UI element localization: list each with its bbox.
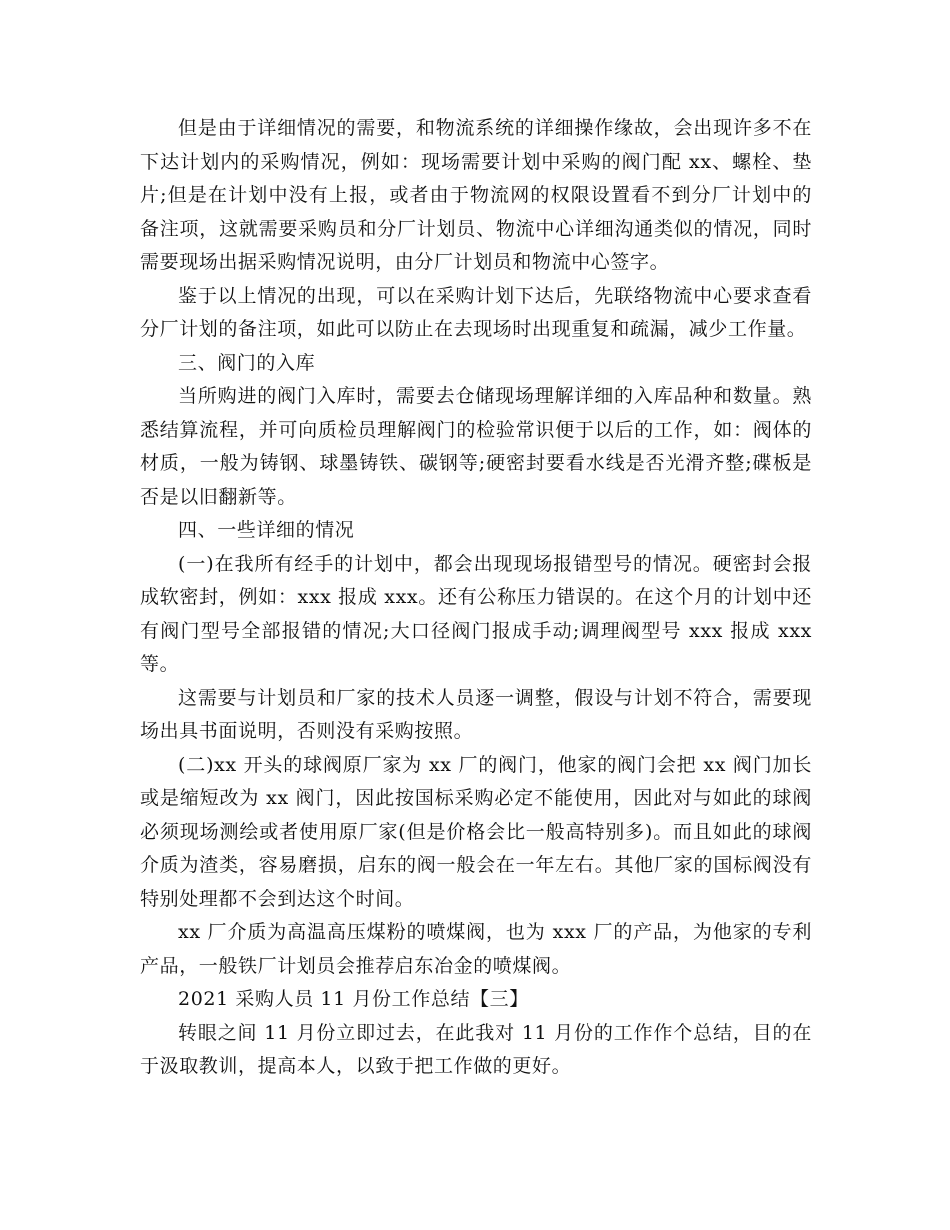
paragraph-valve-storage: 当所购进的阀门入库时，需要去仓储现场理解详细的入库品种和数量。熟悉结算流程，并可向质检员理解阀门的检验常识便于以后的工作，如：阀体的材质，一般为铸钢、球墨铸铁、碳钢等;硬密封要看水线是否光滑齐整;碟板是否是以旧翻新等。	[140, 385, 812, 508]
section-heading-valve-storage: 三、阀门的入库	[178, 351, 316, 374]
paragraph-model-errors: (一)在我所有经手的计划中，都会出现现场报错型号的情况。硬密封会报成软密封，例如：xxx 报成 xxx。还有公称压力错误的。在这个月的计划中还有阀门型号全部报错的情况;大口径阀门报成手动;调理阀型号 xxx 报成 xxx 等。	[140, 552, 812, 675]
document-body	[140, 112, 812, 1084]
paragraph-adjustment: 这需要与计划员和厂家的技术人员逐一调整，假设与计划不符合，需要现场出具书面说明，否则没有采购按照。	[140, 686, 812, 742]
paragraph-logistics-situation: 但是由于详细情况的需要，和物流系统的详细操作缘故，会出现许多不在下达计划内的采购情况，例如：现场需要计划中采购的阀门配 xx、螺栓、垫片;但是在计划中没有上报，或者由于物流网的权限设置看不到分厂计划中的备注项，这就需要采购员和分厂计划员、物流中心详细沟通类似的情况，同时需要现场出据采购情况说明，由分厂计划员和物流中心签字。	[140, 117, 812, 273]
paragraph-notes-check: 鉴于以上情况的出现，可以在采购计划下达后，先联络物流中心要求查看分厂计划的备注项，如此可以防止在去现场时出现重复和疏漏，减少工作量。	[140, 284, 812, 340]
paragraph-coal-injection-valve: xx 厂介质为高温高压煤粉的喷煤阀，也为 xxx 厂的产品，为他家的专利产品，一般铁厂计划员会推荐启东冶金的喷煤阀。	[140, 921, 812, 977]
paragraph-ball-valve: (二)xx 开头的球阀原厂家为 xx 厂的阀门，他家的阀门会把 xx 阀门加长或是缩短改为 xx 阀门，因此按国标采购必定不能使用，因此对与如此的球阀必须现场测绘或者使用原厂家(但是价格会比一般高特别多)。而且如此的球阀介质为渣类，容易磨损，启东的阀一般会在一年左右。其他厂家的国标阀没有特别处理都不会到达这个时间。	[140, 753, 812, 910]
section-heading-specific-situations: 四、一些详细的情况	[178, 519, 355, 541]
section-heading-summary-three: 2021 采购人员 11 月份工作总结【三】	[178, 988, 529, 1010]
paragraph-november-summary: 转眼之间 11 月份立即过去，在此我对 11 月份的工作作个总结，目的在于汲取教训，提高本人，以致于把工作做的更好。	[140, 1021, 812, 1077]
